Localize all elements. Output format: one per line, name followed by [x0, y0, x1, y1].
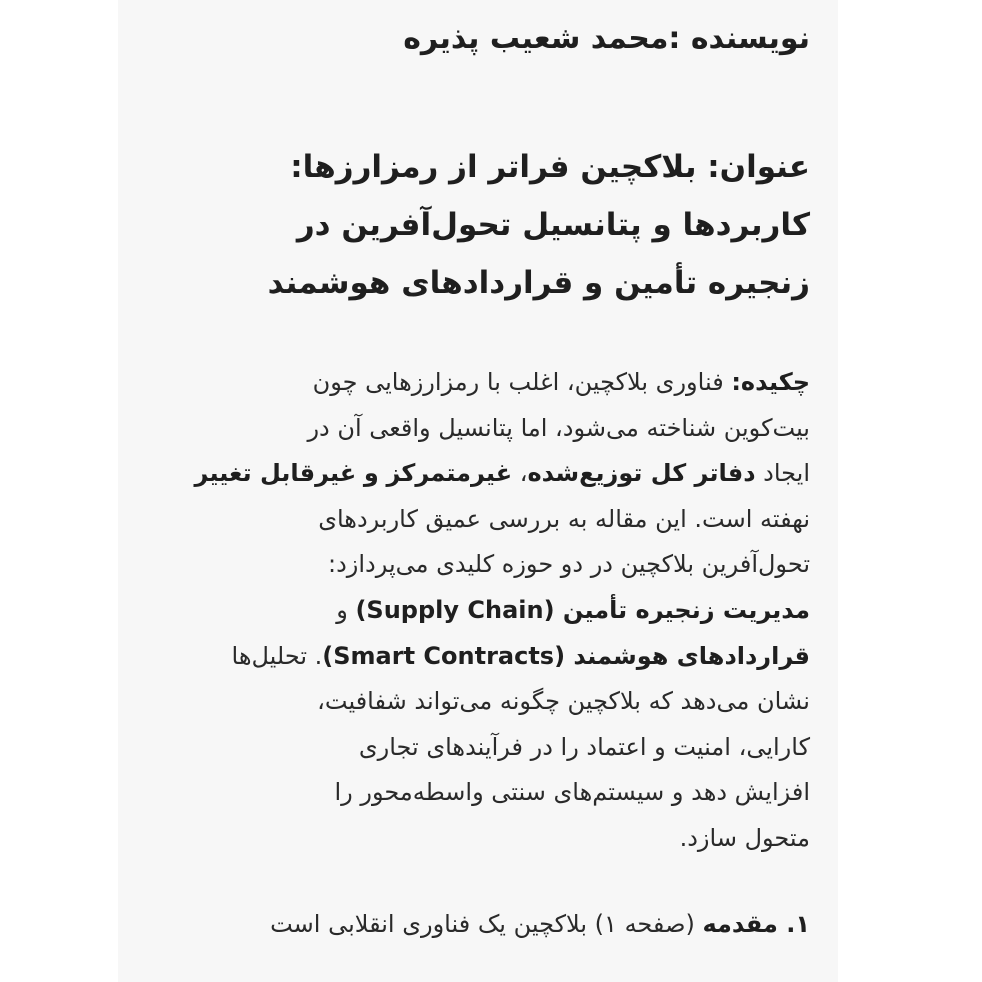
abstract-line-1: چکیده: فناوری بلاکچین، اغلب با رمزارزهایی چون	[312, 368, 810, 396]
document-page	[118, 0, 838, 982]
abstract-line-2: بیت‌کوین شناخته می‌شود، اما پتانسیل واقعی آن در	[307, 413, 810, 442]
abstract-line-9: کارایی، امنیت و اعتماد را در فرآیندهای تجاری	[358, 732, 810, 761]
abstract-line-10: افزایش دهد و سیستم‌های سنتی واسطه‌محور را	[334, 778, 810, 807]
article-title	[158, 138, 810, 312]
document-content	[158, 0, 810, 947]
title-line-2: کاربردها و پتانسیل تحول‌آفرین در	[296, 207, 810, 243]
abstract-line-5: تحول‌آفرین بلاکچین در دو حوزه کلیدی می‌پردازد:	[328, 550, 810, 579]
title-line-3: زنجیره تأمین و قراردادهای هوشمند	[267, 265, 810, 301]
abstract-line-11: متحول سازد.	[679, 823, 810, 852]
author-line: نویسنده :محمد شعیب پذیره	[403, 21, 810, 56]
abstract-line-7: قراردادهای هوشمند (Smart Contracts). تحلیل‌ها	[231, 641, 810, 670]
abstract-section	[158, 360, 810, 862]
title-line-1: عنوان: بلاکچین فراتر از رمزارزها:	[290, 149, 810, 185]
abstract-line-8: نشان می‌دهد که بلاکچین چگونه می‌تواند شفافیت،	[317, 687, 810, 716]
intro-heading: ۱. مقدمه	[702, 909, 810, 938]
abstract-line-4: نهفته است. این مقاله به بررسی عمیق کاربردهای	[318, 504, 810, 533]
introduction-line	[158, 902, 810, 947]
intro-text: (صفحه ۱) بلاکچین یک فناوری انقلابی است	[270, 909, 695, 938]
abstract-line-3: ایجاد دفاتر کل توزیع‌شده، غیرمتمرکز و غیرقابل تغییر	[194, 459, 810, 488]
abstract-label: چکیده:	[731, 368, 810, 396]
abstract-line-6: مدیریت زنجیره تأمین (Supply Chain) و	[336, 595, 810, 624]
